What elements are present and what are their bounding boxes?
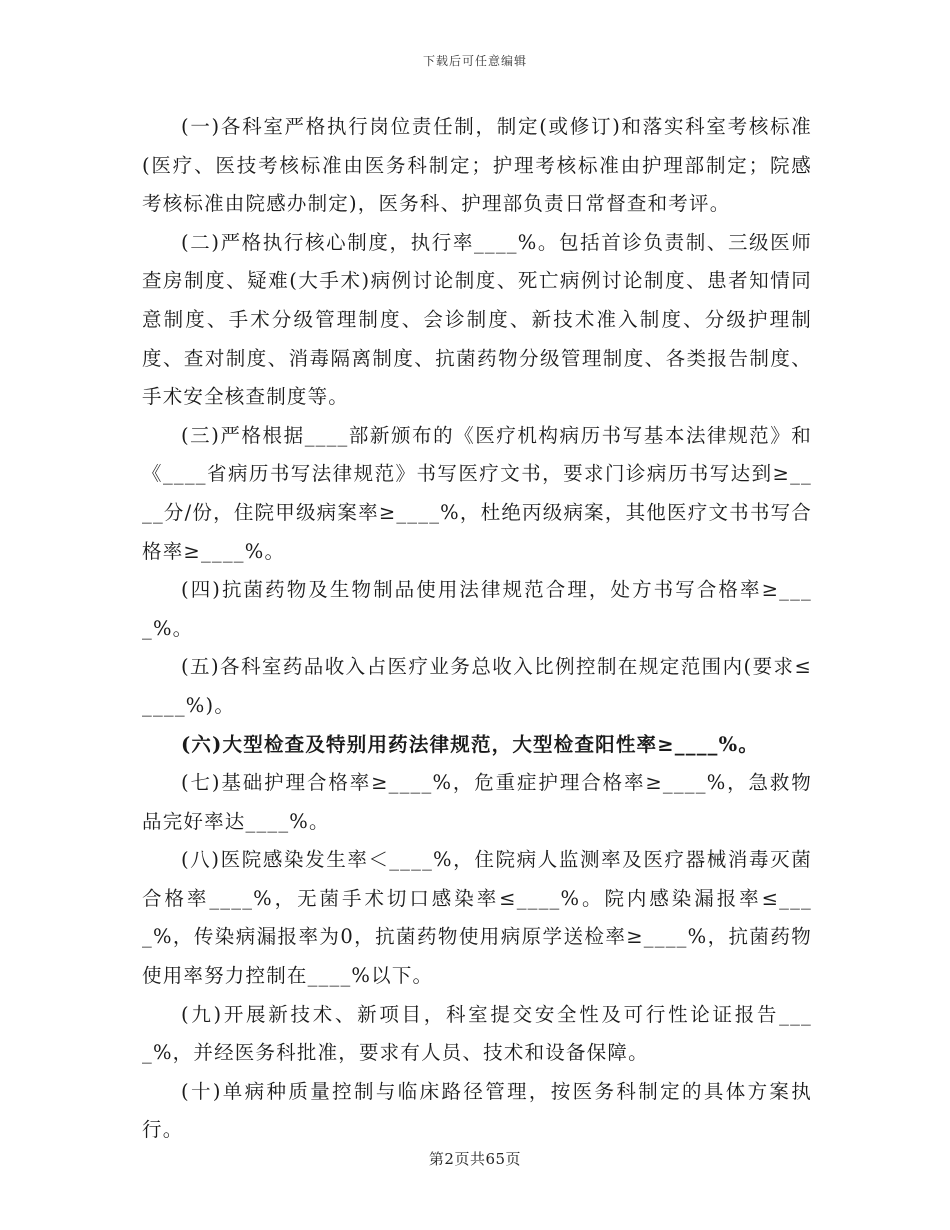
- paragraph-4: (四)抗菌药物及生物制品使用法律规范合理，处方书写合格率≥____%。: [142, 578, 812, 640]
- paragraph-8: (八)医院感染发生率＜____%，住院病人监测率及医疗器械消毒灭菌合格率____%，无菌手术切口感染率≤____%。院内感染漏报率≤____%，传染病漏报率为0，抗菌药物使用病原学送检率≥____%，抗菌药物使用率努力控制在____%以下。: [142, 848, 812, 988]
- paragraph-3: (三)严格根据____部新颁布的《医疗机构病历书写基本法律规范》和《____省病历书写法律规范》书写医疗文书，要求门诊病历书写达到≥____分/份，住院甲级病案率≥____%，杜绝丙级病案，其他医疗文书书写合格率≥____%。: [142, 423, 812, 563]
- paragraph-6: (六)大型检查及特别用药法律规范，大型检查阳性率≥____%。: [181, 732, 760, 756]
- paragraph-5: (五)各科室药品收入占医疗业务总收入比例控制在规定范围内(要求≤____%)。: [142, 655, 812, 717]
- paragraph-2: (二)严格执行核心制度，执行率____%。包括首诊负责制、三级医师查房制度、疑难(大手术)病例讨论制度、死亡病例讨论制度、患者知情同意制度、手术分级管理制度、会诊制度、新技术准入制度、分级护理制度、查对制度、消毒隔离制度、抗菌药物分级管理制度、各类报告制度、手术安全核查制度等。: [142, 230, 812, 409]
- paragraph-1: (一)各科室严格执行岗位责任制，制定(或修订)和落实科室考核标准(医疗、医技考核标准由医务科制定；护理考核标准由护理部制定；院感考核标准由院感办制定)，医务科、护理部负责日常督查和考评。: [142, 115, 812, 216]
- paragraph-9: (九)开展新技术、新项目，科室提交安全性及可行性论证报告____%，并经医务科批准，要求有人员、技术和设备保障。: [142, 1002, 812, 1065]
- page-footer: 第2页共65页: [428, 1150, 522, 1168]
- document-body: [142, 108, 812, 1150]
- paragraph-10: (十)单病种质量控制与临床路径管理，按医务科制定的具体方案执行。: [142, 1079, 812, 1142]
- page-header: 下载后可任意编辑: [422, 54, 527, 68]
- paragraph-7: (七)基础护理合格率≥____%，危重症护理合格率≥____%，急救物品完好率达____%。: [142, 771, 812, 833]
